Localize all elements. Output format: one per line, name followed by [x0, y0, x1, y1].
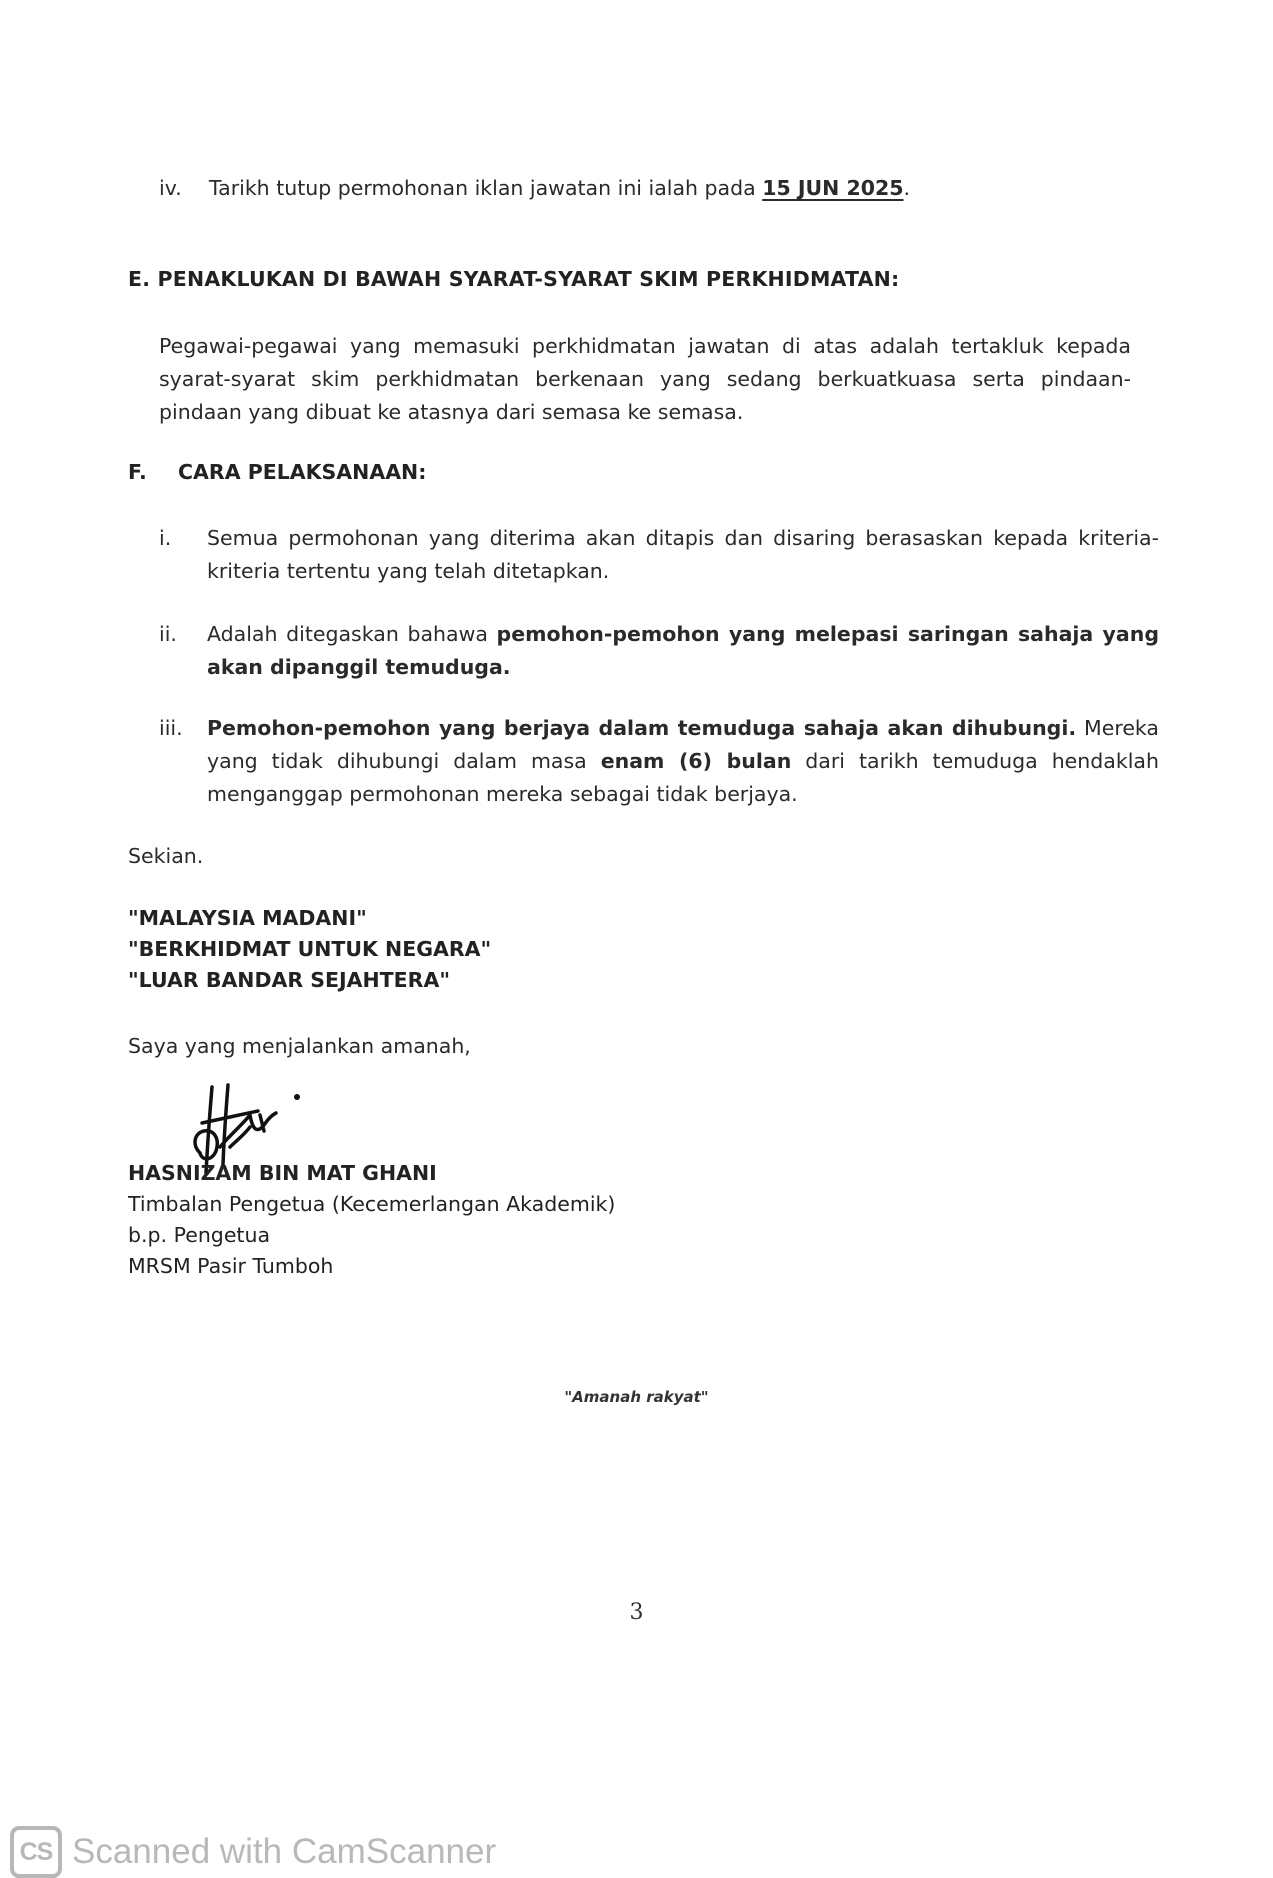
camscanner-text: Scanned with CamScanner	[72, 1832, 497, 1871]
item-text-plain: dari tarikh temuduga hendaklah menganggap permohonan mereka sebagai tidak berjaya.	[207, 749, 1159, 806]
item-number: iii.	[159, 716, 183, 740]
signatory-name: HASNIZAM BIN MAT GHANI	[128, 1161, 437, 1185]
section-title: CARA PELAKSANAAN:	[178, 460, 427, 484]
footer-tagline: "Amanah rakyat"	[564, 1388, 709, 1406]
signature-block	[128, 1158, 615, 1282]
section-e-paragraph: Pegawai-pegawai yang memasuki perkhidmatan jawatan di atas adalah tertakluk kepada syarat-syarat skim perkhidmatan berkenaan yang sedang berkuatkuasa serta pindaan-pindaan yang dibuat ke atasnya dari semasa ke semasa.	[159, 334, 1131, 424]
camscanner-watermark	[10, 1826, 496, 1878]
item-text	[207, 618, 1159, 684]
item-text-bold: Pemohon-pemohon yang berjaya dalam temuduga sahaja akan dihubungi.	[207, 716, 1077, 740]
item-number: iv.	[159, 176, 182, 200]
section-f-heading	[128, 460, 426, 484]
mottos	[128, 903, 491, 996]
item-number: ii.	[159, 622, 177, 646]
closing-saya: Saya yang menjalankan amanah,	[128, 1034, 471, 1058]
closing-sekian: Sekian.	[128, 844, 204, 868]
section-e-heading: E. PENAKLUKAN DI BAWAH SYARAT-SYARAT SKIM PERKHIDMATAN:	[128, 267, 900, 291]
motto-line: "LUAR BANDAR SEJAHTERA"	[128, 968, 451, 992]
signatory-title: Timbalan Pengetua (Kecemerlangan Akademik)	[128, 1192, 616, 1216]
page-number: 3	[629, 1600, 644, 1625]
camscanner-logo-icon: CS	[10, 1826, 62, 1878]
item-text-plain: Mereka yang tidak dihubungi dalam masa	[207, 716, 1159, 773]
item-number: i.	[159, 526, 172, 550]
item-text: Semua permohonan yang diterima akan ditapis dan disaring berasaskan kepada kriteria-kriteria tertentu yang telah ditetapkan.	[207, 526, 1159, 583]
closing-date: 15 JUN 2025	[762, 176, 904, 200]
item-text-plain: Adalah ditegaskan bahawa	[207, 622, 497, 646]
motto-line: "MALAYSIA MADANI"	[128, 906, 367, 930]
signatory-org: MRSM Pasir Tumboh	[128, 1254, 334, 1278]
closing-date-item	[159, 172, 1159, 205]
signatory-bp: b.p. Pengetua	[128, 1223, 271, 1247]
section-letter: F.	[128, 460, 147, 484]
item-text	[207, 712, 1159, 811]
item-end: .	[903, 176, 911, 200]
item-text: Tarikh tutup permohonan iklan jawatan ini ialah pada	[209, 176, 763, 200]
motto-line: "BERKHIDMAT UNTUK NEGARA"	[128, 937, 492, 961]
item-text-bold: pemohon-pemohon yang melepasi saringan sahaja yang akan dipanggil temuduga.	[207, 622, 1159, 679]
item-text-bold: enam (6) bulan	[600, 749, 792, 773]
